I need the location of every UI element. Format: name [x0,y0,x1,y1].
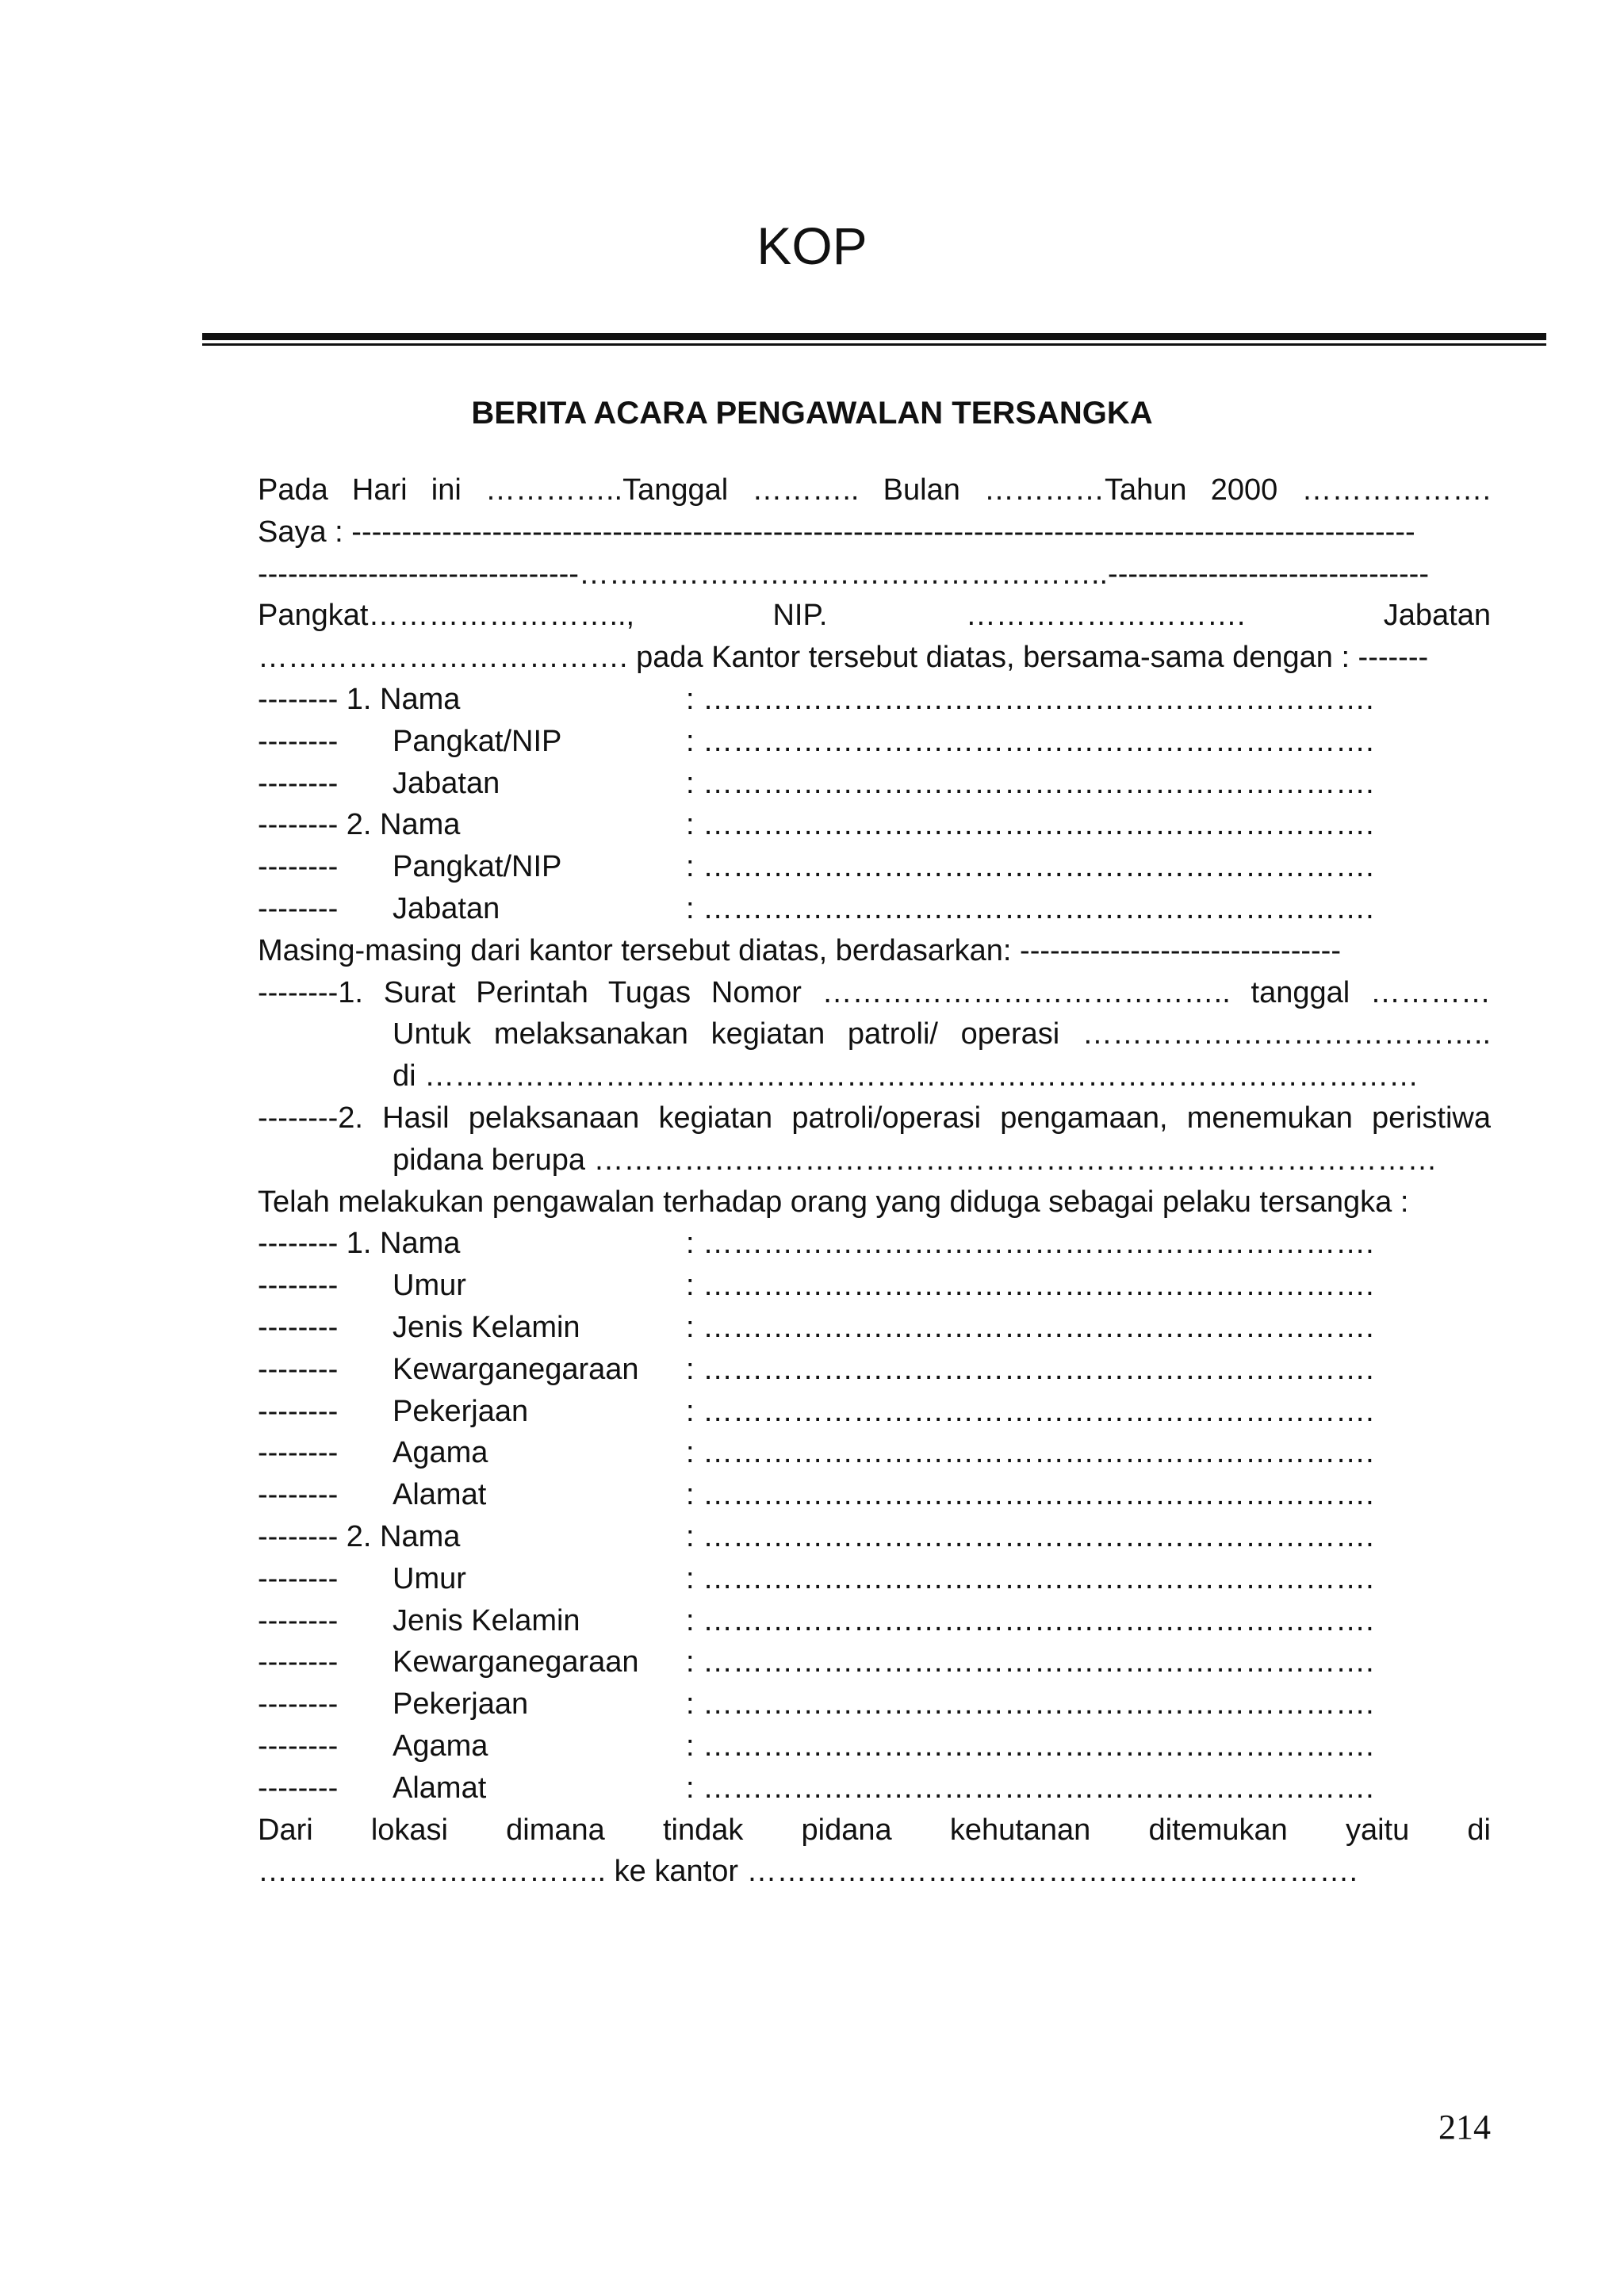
suspect-row [258,1307,1491,1349]
officer-row-label: Pangkat/NIP [393,850,562,884]
officer-row-label: Pangkat/NIP [393,724,562,758]
suspect-row-label: Pekerjaan [393,1687,529,1721]
officer-row-prefix: -------- 1. Nama [258,682,461,716]
suspect-row [258,1349,1491,1391]
officer-row [258,846,1491,888]
suspect-row [258,1683,1491,1725]
suspect-row-label: Kewarganegaraan [393,1352,639,1386]
officer-row-value: : …………………………………………………………. [686,850,1374,884]
officer-row-prefix: -------- [258,724,339,758]
suspect-row-prefix: -------- [258,1310,339,1344]
suspect-row [258,1767,1491,1810]
location-line: Dari lokasi dimana tindak pidana kehutanan ditemukan yaitu di [258,1813,1491,1847]
suspect-row-value: : …………………………………………………………. [686,1269,1374,1303]
suspect-row-value: : …………………………………………………………. [686,1436,1374,1470]
suspect-row-prefix: -------- [258,1269,339,1303]
suspect-row-prefix: -------- 2. Nama [258,1519,461,1553]
officer-row-value: : …………………………………………………………. [686,682,1374,716]
officer-row-prefix: -------- [258,850,339,884]
suspect-row-label: Jenis Kelamin [393,1310,580,1344]
saya-line: Saya : ---------------------------------------------------------------------------------------------------------- [258,515,1415,549]
suspects-intro: Telah melakukan pengawalan terhadap orang yang diduga sebagai pelaku tersangka : [258,1185,1409,1219]
officer-row-label: Jabatan [393,891,500,925]
suspect-row-label: Kewarganegaraan [393,1645,639,1679]
suspect-row [258,1432,1491,1474]
kop-heading: KOP [756,216,868,275]
kantor-line: ………………………………. pada Kantor tersebut diatas, bersama-sama dengan : ------- [258,641,1429,675]
suspect-row [258,1223,1491,1265]
suspect-row-prefix: -------- [258,1436,339,1470]
officer-row-label: Jabatan [393,766,500,800]
suspect-row-value: : …………………………………………………………. [686,1771,1374,1805]
suspect-row-prefix: -------- [258,1561,339,1595]
officer-row-prefix: -------- [258,766,339,800]
basis-item-1-line-1: --------1. Surat Perintah Tugas Nomor ………………………………….. tanggal ………… [258,975,1491,1009]
suspect-row-label: Alamat [393,1478,487,1512]
header-rule-thin [202,343,1546,346]
suspect-row-value: : …………………………………………………………. [686,1227,1374,1261]
saya-continuation-line: --------------------------------……………………………………………..-------------------------------- [258,557,1429,591]
suspect-row [258,1641,1491,1683]
basis-item-1-line-2-text: Untuk melaksanakan kegiatan patroli/ operasi ………………………………….. [393,1017,1491,1051]
suspect-row-prefix: -------- 1. Nama [258,1227,461,1261]
suspect-row [258,1391,1491,1433]
suspect-row-prefix: -------- [258,1394,339,1428]
pangkat-nip-jabatan-line: Pangkat…………………….., NIP. ………………………. Jabatan [258,599,1491,633]
officer-row-value: : …………………………………………………………. [686,808,1374,842]
suspect-row-prefix: -------- [258,1771,339,1805]
officer-row [258,888,1491,930]
header-rule-thick [202,333,1546,340]
suspect-row [258,1474,1491,1516]
officer-row [258,679,1491,721]
suspect-row-prefix: -------- [258,1645,339,1679]
suspect-row-prefix: -------- [258,1478,339,1512]
suspect-row-value: : …………………………………………………………. [686,1310,1374,1344]
officer-row [258,763,1491,805]
basis-item-2-line-2: pidana berupa ………………………………………………………………………… [393,1143,1438,1177]
suspect-row [258,1516,1491,1558]
basis-item-1-line-3: di ……………………………………………………………………………………… [393,1059,1419,1093]
suspect-row-label: Agama [393,1729,488,1763]
basis-line: Masing-masing dari kantor tersebut diatas, berdasarkan: -------------------------------- [258,933,1341,967]
suspect-row-prefix: -------- [258,1603,339,1637]
suspect-row-prefix: -------- [258,1352,339,1386]
suspect-row [258,1725,1491,1767]
suspect-row-prefix: -------- [258,1729,339,1763]
suspect-row-label: Umur [393,1561,466,1595]
officer-row [258,804,1491,846]
suspect-row-value: : …………………………………………………………. [686,1561,1374,1595]
suspect-row-value: : …………………………………………………………. [686,1352,1374,1386]
basis-item-1-line-2 [258,1013,1491,1055]
suspect-row [258,1265,1491,1307]
officer-row-prefix: -------- [258,891,339,925]
suspect-row-value: : …………………………………………………………. [686,1394,1374,1428]
document-body [258,469,1491,1893]
officer-row-value: : …………………………………………………………. [686,766,1374,800]
officer-row-value: : …………………………………………………………. [686,724,1374,758]
suspect-row [258,1600,1491,1642]
kantor-end-line: …………………………….. ke kantor ……………………………………………………. [258,1855,1358,1889]
suspect-row-label: Pekerjaan [393,1394,529,1428]
officer-row [258,721,1491,763]
officer-row-value: : …………………………………………………………. [686,891,1374,925]
suspect-row-value: : …………………………………………………………. [686,1603,1374,1637]
suspect-row-label: Jenis Kelamin [393,1603,580,1637]
suspect-row-value: : …………………………………………………………. [686,1645,1374,1679]
suspect-row-value: : …………………………………………………………. [686,1729,1374,1763]
suspect-row-label: Alamat [393,1771,487,1805]
document-title: BERITA ACARA PENGAWALAN TERSANGKA [471,396,1153,431]
suspect-row-label: Agama [393,1436,488,1470]
basis-item-2-line-1: --------2. Hasil pelaksanaan kegiatan patroli/operasi pengamaan, menemukan peristiwa [258,1101,1491,1135]
suspect-row-label: Umur [393,1269,466,1303]
suspect-row-value: : …………………………………………………………. [686,1519,1374,1553]
suspect-row-value: : …………………………………………………………. [686,1478,1374,1512]
suspect-row-value: : …………………………………………………………. [686,1687,1374,1721]
suspect-row [258,1558,1491,1600]
page-number: 214 [1438,2108,1491,2147]
officer-row-prefix: -------- 2. Nama [258,808,461,842]
date-line: Pada Hari ini …………..Tanggal ……….. Bulan …………Tahun 2000 ………………. [258,473,1491,507]
suspect-row-prefix: -------- [258,1687,339,1721]
